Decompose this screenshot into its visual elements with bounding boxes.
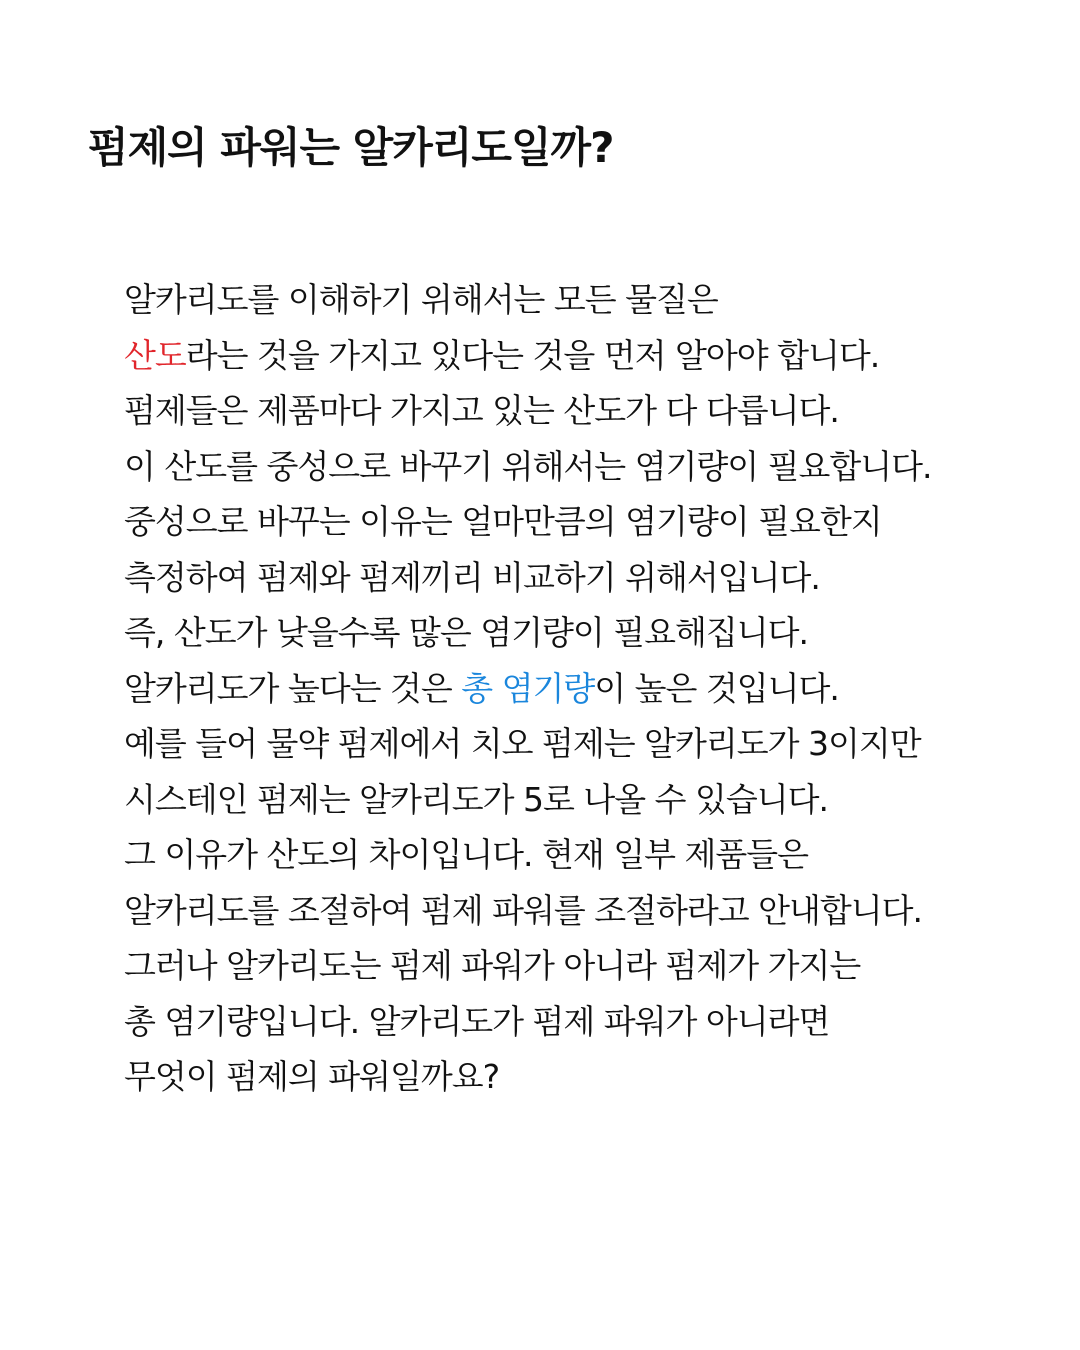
text-line-3: 펌제들은 제품마다 가지고 있는 산도가 다 다릅니다. — [124, 391, 839, 430]
text-line-2 — [124, 328, 1024, 384]
text-line-8 — [124, 661, 1024, 717]
text-line-14: 총 염기량입니다. 알카리도가 펌제 파워가 아니라면 — [124, 1001, 830, 1041]
text-line-4: 이 산도를 중성으로 바꾸기 위해서는 염기량이 필요합니다. — [124, 446, 932, 486]
text-line-7: 즉, 산도가 낮을수록 많은 염기량이 필요해집니다. — [124, 613, 808, 652]
page-title: 펌제의 파워는 알카리도일까? — [88, 123, 614, 172]
text-line-6: 측정하여 펌제와 펌제끼리 비교하기 위해서입니다. — [124, 557, 820, 597]
text-line-1: 알카리도를 이해하기 위해서는 모든 물질은 — [124, 280, 718, 319]
text-line-2-rest: 라는 것을 가지고 있다는 것을 먼저 알아야 합니다. — [185, 335, 880, 375]
text-line-15: 무엇이 펌제의 파워일까요? — [124, 1057, 500, 1096]
text-line-8-pre: 알카리도가 높다는 것은 — [124, 668, 462, 708]
text-line-5: 중성으로 바꾸는 이유는 얼마만큼의 염기량이 필요한지 — [124, 502, 882, 541]
text-line-9: 예를 들어 물약 펌제에서 치오 펌제는 알카리도가 3이지만 — [124, 724, 921, 763]
text-line-11: 그 이유가 산도의 차이입니다. 현재 일부 제품들은 — [124, 835, 808, 874]
body-paragraph — [124, 272, 1024, 1105]
highlight-total-base: 총 염기량 — [461, 668, 595, 708]
text-line-8-post: 이 높은 것입니다. — [594, 668, 839, 708]
highlight-acidity: 산도 — [124, 335, 186, 375]
text-line-12: 알카리도를 조절하여 펌제 파워를 조절하라고 안내합니다. — [124, 890, 923, 930]
text-line-13: 그러나 알카리도는 펌제 파워가 아니라 펌제가 가지는 — [124, 946, 861, 985]
text-line-10: 시스테인 펌제는 알카리도가 5로 나올 수 있습니다. — [124, 779, 828, 819]
